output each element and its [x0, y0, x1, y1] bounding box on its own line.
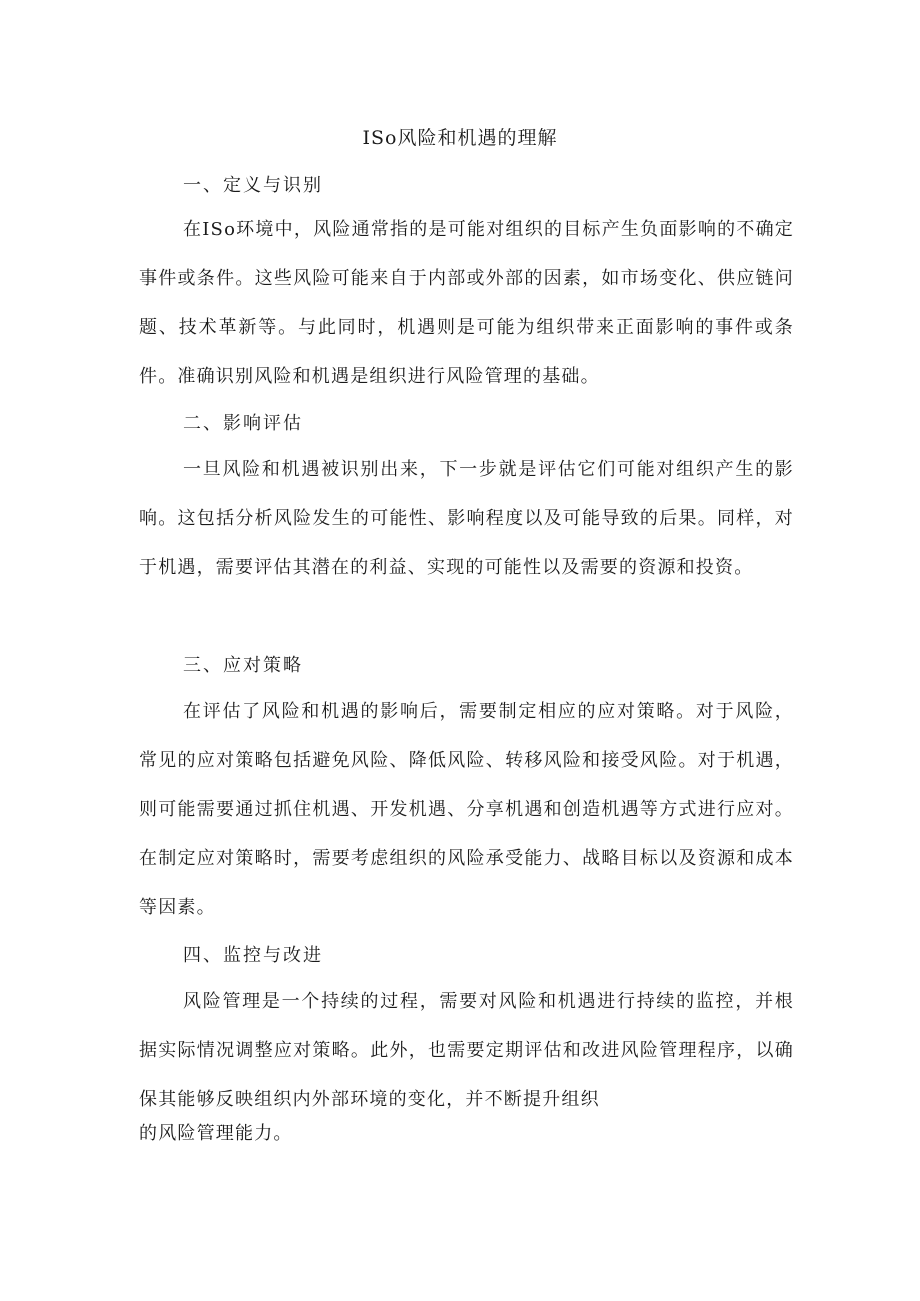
section-paragraph-impact: 一旦风险和机遇被识别出来，下一步就是评估它们可能对组织产生的影响。这包括分析风险发生的可能性、影响程度以及可能导致的后果。同样，对于机遇，需要评估其潜在的利益、实现的可能性以及需要的资源和投资。: [139, 459, 794, 578]
section-paragraph-strategy: 在评估了风险和机遇的影响后，需要制定相应的应对策略。对于风险，常见的应对策略包括避免风险、降低风险、转移风险和接受风险。对于机遇，则可能需要通过抓住机遇、开发机遇、分享机遇和创造机遇等方式进行应对。在制定应对策略时，需要考虑组织的风险承受能力、战略目标以及资源和成本等因素。: [139, 701, 794, 918]
section-paragraph-monitoring-last-line: 的风险管理能力。: [139, 1123, 293, 1144]
section-paragraph-monitoring: 风险管理是一个持续的过程，需要对风险和机遇进行持续的监控，并根据实际情况调整应对策略。此外，也需要定期评估和改进风险管理程序，以确保其能够反映组织内外部环境的变化，并不断提升组织: [139, 991, 794, 1110]
document-title: ISo风险和机遇的理解: [362, 127, 558, 149]
section-heading-definition: 一、定义与识别: [183, 175, 323, 196]
section-paragraph-definition: 在ISo环境中，风险通常指的是可能对组织的目标产生负面影响的不确定事件或条件。这些风险可能来自于内部或外部的因素，如市场变化、供应链问题、技术革新等。与此同时，机遇则是可能为组织带来正面影响的事件或条件。准确识别风险和机遇是组织进行风险管理的基础。: [139, 219, 794, 387]
section-heading-monitoring: 四、监控与改进: [183, 945, 323, 966]
section-heading-strategy: 三、应对策略: [183, 655, 303, 676]
section-heading-impact: 二、影响评估: [183, 413, 303, 434]
